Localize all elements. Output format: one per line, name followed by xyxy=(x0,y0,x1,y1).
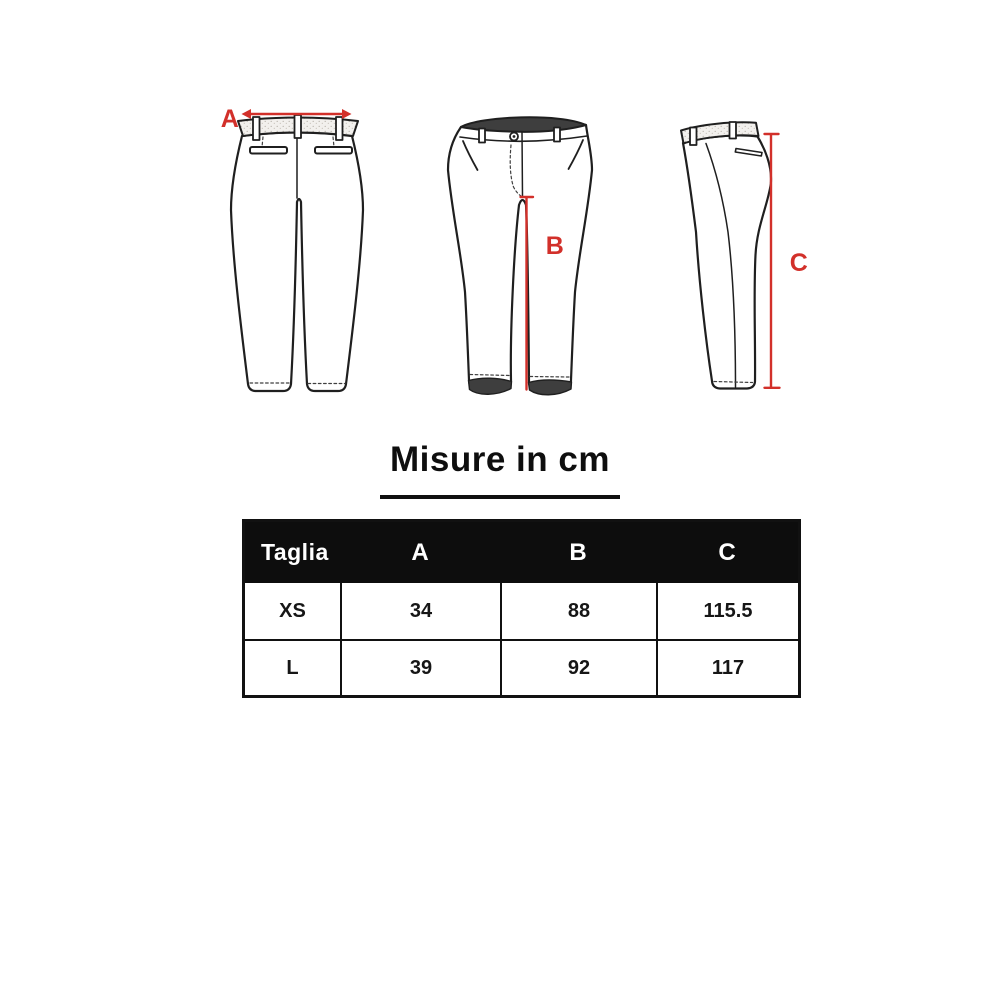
title-block xyxy=(0,440,1000,499)
size-table-header-row xyxy=(245,522,798,583)
belt-loop xyxy=(253,117,260,140)
header-cell-taglia: Taglia xyxy=(261,539,329,565)
pants-diagrams xyxy=(0,0,1000,440)
table-row-l xyxy=(245,639,798,695)
table-row-xs xyxy=(245,583,798,639)
cell-measure-a: 34 xyxy=(340,583,500,639)
belt-loop xyxy=(336,117,343,140)
header-cell-c: C xyxy=(718,538,736,566)
header-cell-b: B xyxy=(569,538,587,566)
size-table xyxy=(242,519,801,698)
back-pocket-right xyxy=(315,147,352,154)
hem-cuff-dark xyxy=(529,380,572,395)
belt-loop xyxy=(295,115,302,138)
cell-size: XS xyxy=(279,599,306,622)
belt-loop xyxy=(730,122,737,139)
pants-side-view xyxy=(681,122,808,389)
page-title: Misure in cm xyxy=(390,440,610,479)
cell-measure-b: 88 xyxy=(500,583,656,639)
belt-loop xyxy=(479,129,485,143)
belt-loop xyxy=(690,128,697,146)
hem-cuff-dark xyxy=(469,378,512,394)
cell-measure-c: 115.5 xyxy=(656,583,798,639)
header-cell-a: A xyxy=(411,538,429,566)
measure-label-a: A xyxy=(220,105,240,133)
belt-loop xyxy=(554,128,560,142)
measure-label-b: B xyxy=(545,232,565,260)
cell-measure-b: 92 xyxy=(500,641,656,695)
measure-label-c: C xyxy=(789,249,809,277)
cell-measure-a: 39 xyxy=(340,641,500,695)
back-pocket-left xyxy=(250,147,287,154)
cell-size: L xyxy=(286,656,299,679)
cell-measure-c: 117 xyxy=(656,641,798,695)
pants-front-view xyxy=(448,117,592,394)
pants-back-view xyxy=(221,105,363,391)
title-underline xyxy=(380,495,620,499)
front-rise-seam xyxy=(522,132,523,197)
waist-button-hole xyxy=(513,135,516,138)
